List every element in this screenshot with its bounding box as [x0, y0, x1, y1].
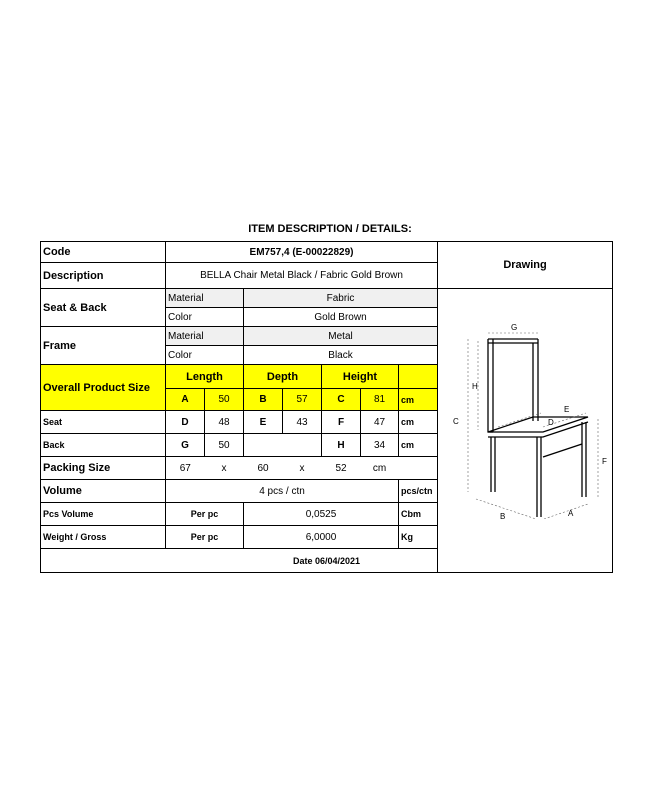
chair-drawing	[440, 309, 610, 519]
frame-material-value: Metal	[244, 327, 438, 346]
dim-g-letter: G	[511, 323, 518, 332]
spec-table	[40, 241, 613, 573]
overall-header-blank	[399, 365, 438, 389]
packing-x2: x	[283, 457, 322, 480]
frame-color-value: Black	[244, 346, 438, 365]
dim-c-key: C	[322, 389, 361, 411]
packing-x1: x	[205, 457, 244, 480]
overall-unit: cm	[399, 389, 438, 411]
pcs-volume-value: 0,0525	[244, 503, 399, 526]
dim-a-letter: A	[568, 509, 574, 518]
dim-g-value: 50	[205, 434, 244, 457]
packing-blank	[399, 457, 438, 480]
dim-f-value: 47	[361, 411, 399, 434]
frame-label: Frame	[41, 327, 166, 365]
length-label: Length	[166, 365, 244, 389]
weight-per: Per pc	[166, 526, 244, 549]
dim-c-value: 81	[361, 389, 399, 411]
weight-value: 6,0000	[244, 526, 399, 549]
dim-d-key: D	[166, 411, 205, 434]
seat-back-material-value: Fabric	[244, 289, 438, 308]
description-label: Description	[41, 263, 166, 289]
pcs-volume-label: Pcs Volume	[41, 503, 166, 526]
page-title: ITEM DESCRIPTION / DETAILS:	[248, 223, 412, 235]
description-value: BELLA Chair Metal Black / Fabric Gold Brown	[166, 263, 438, 289]
dim-d-value: 48	[205, 411, 244, 434]
dim-f-letter: F	[602, 457, 607, 466]
seat-label: Seat	[41, 411, 166, 434]
overall-size-label: Overall Product Size	[41, 365, 166, 411]
dim-e-value: 43	[283, 411, 322, 434]
seat-unit: cm	[399, 411, 438, 434]
seat-back-color-label: Color	[166, 308, 244, 327]
height-label: Height	[322, 365, 399, 389]
dim-h-value: 34	[361, 434, 399, 457]
dim-a-key: A	[166, 389, 205, 411]
frame-material-label: Material	[166, 327, 244, 346]
depth-label: Depth	[244, 365, 322, 389]
packing-width: 60	[244, 457, 283, 480]
drawing-label: Drawing	[503, 259, 547, 271]
dim-c-letter: C	[453, 417, 459, 426]
code-value: EM757,4 (E-00022829)	[166, 242, 438, 263]
dim-e-letter: E	[564, 405, 570, 414]
weight-unit: Kg	[399, 526, 438, 549]
weight-label: Weight / Gross	[41, 526, 166, 549]
packing-height: 52	[322, 457, 361, 480]
dim-b-value: 57	[283, 389, 322, 411]
code-label: Code	[41, 242, 166, 263]
packing-unit: cm	[361, 457, 399, 480]
seat-back-label: Seat & Back	[41, 289, 166, 327]
dim-e-key: E	[244, 411, 283, 434]
dim-f-key: F	[322, 411, 361, 434]
dim-b-letter: B	[500, 512, 506, 519]
date-footer: Date 06/04/2021	[41, 549, 613, 573]
drawing-header	[438, 242, 613, 289]
dim-g-key: G	[166, 434, 205, 457]
back-unit: cm	[399, 434, 438, 457]
seat-back-color-value: Gold Brown	[244, 308, 438, 327]
volume-label: Volume	[41, 480, 166, 503]
back-label: Back	[41, 434, 166, 457]
dim-a-value: 50	[205, 389, 244, 411]
dim-b-key: B	[244, 389, 283, 411]
dim-d-letter: D	[548, 418, 554, 427]
packing-size-label: Packing Size	[41, 457, 166, 480]
pcs-volume-unit: Cbm	[399, 503, 438, 526]
back-blank	[244, 434, 322, 457]
pcs-volume-per: Per pc	[166, 503, 244, 526]
dim-h-key: H	[322, 434, 361, 457]
drawing-cell	[438, 289, 613, 573]
volume-unit: pcs/ctn	[399, 480, 438, 503]
seat-back-material-label: Material	[166, 289, 244, 308]
volume-value: 4 pcs / ctn	[166, 480, 399, 503]
packing-length: 67	[166, 457, 205, 480]
chair-back-left	[488, 339, 493, 432]
frame-color-label: Color	[166, 346, 244, 365]
dim-h-letter: H	[472, 382, 478, 391]
